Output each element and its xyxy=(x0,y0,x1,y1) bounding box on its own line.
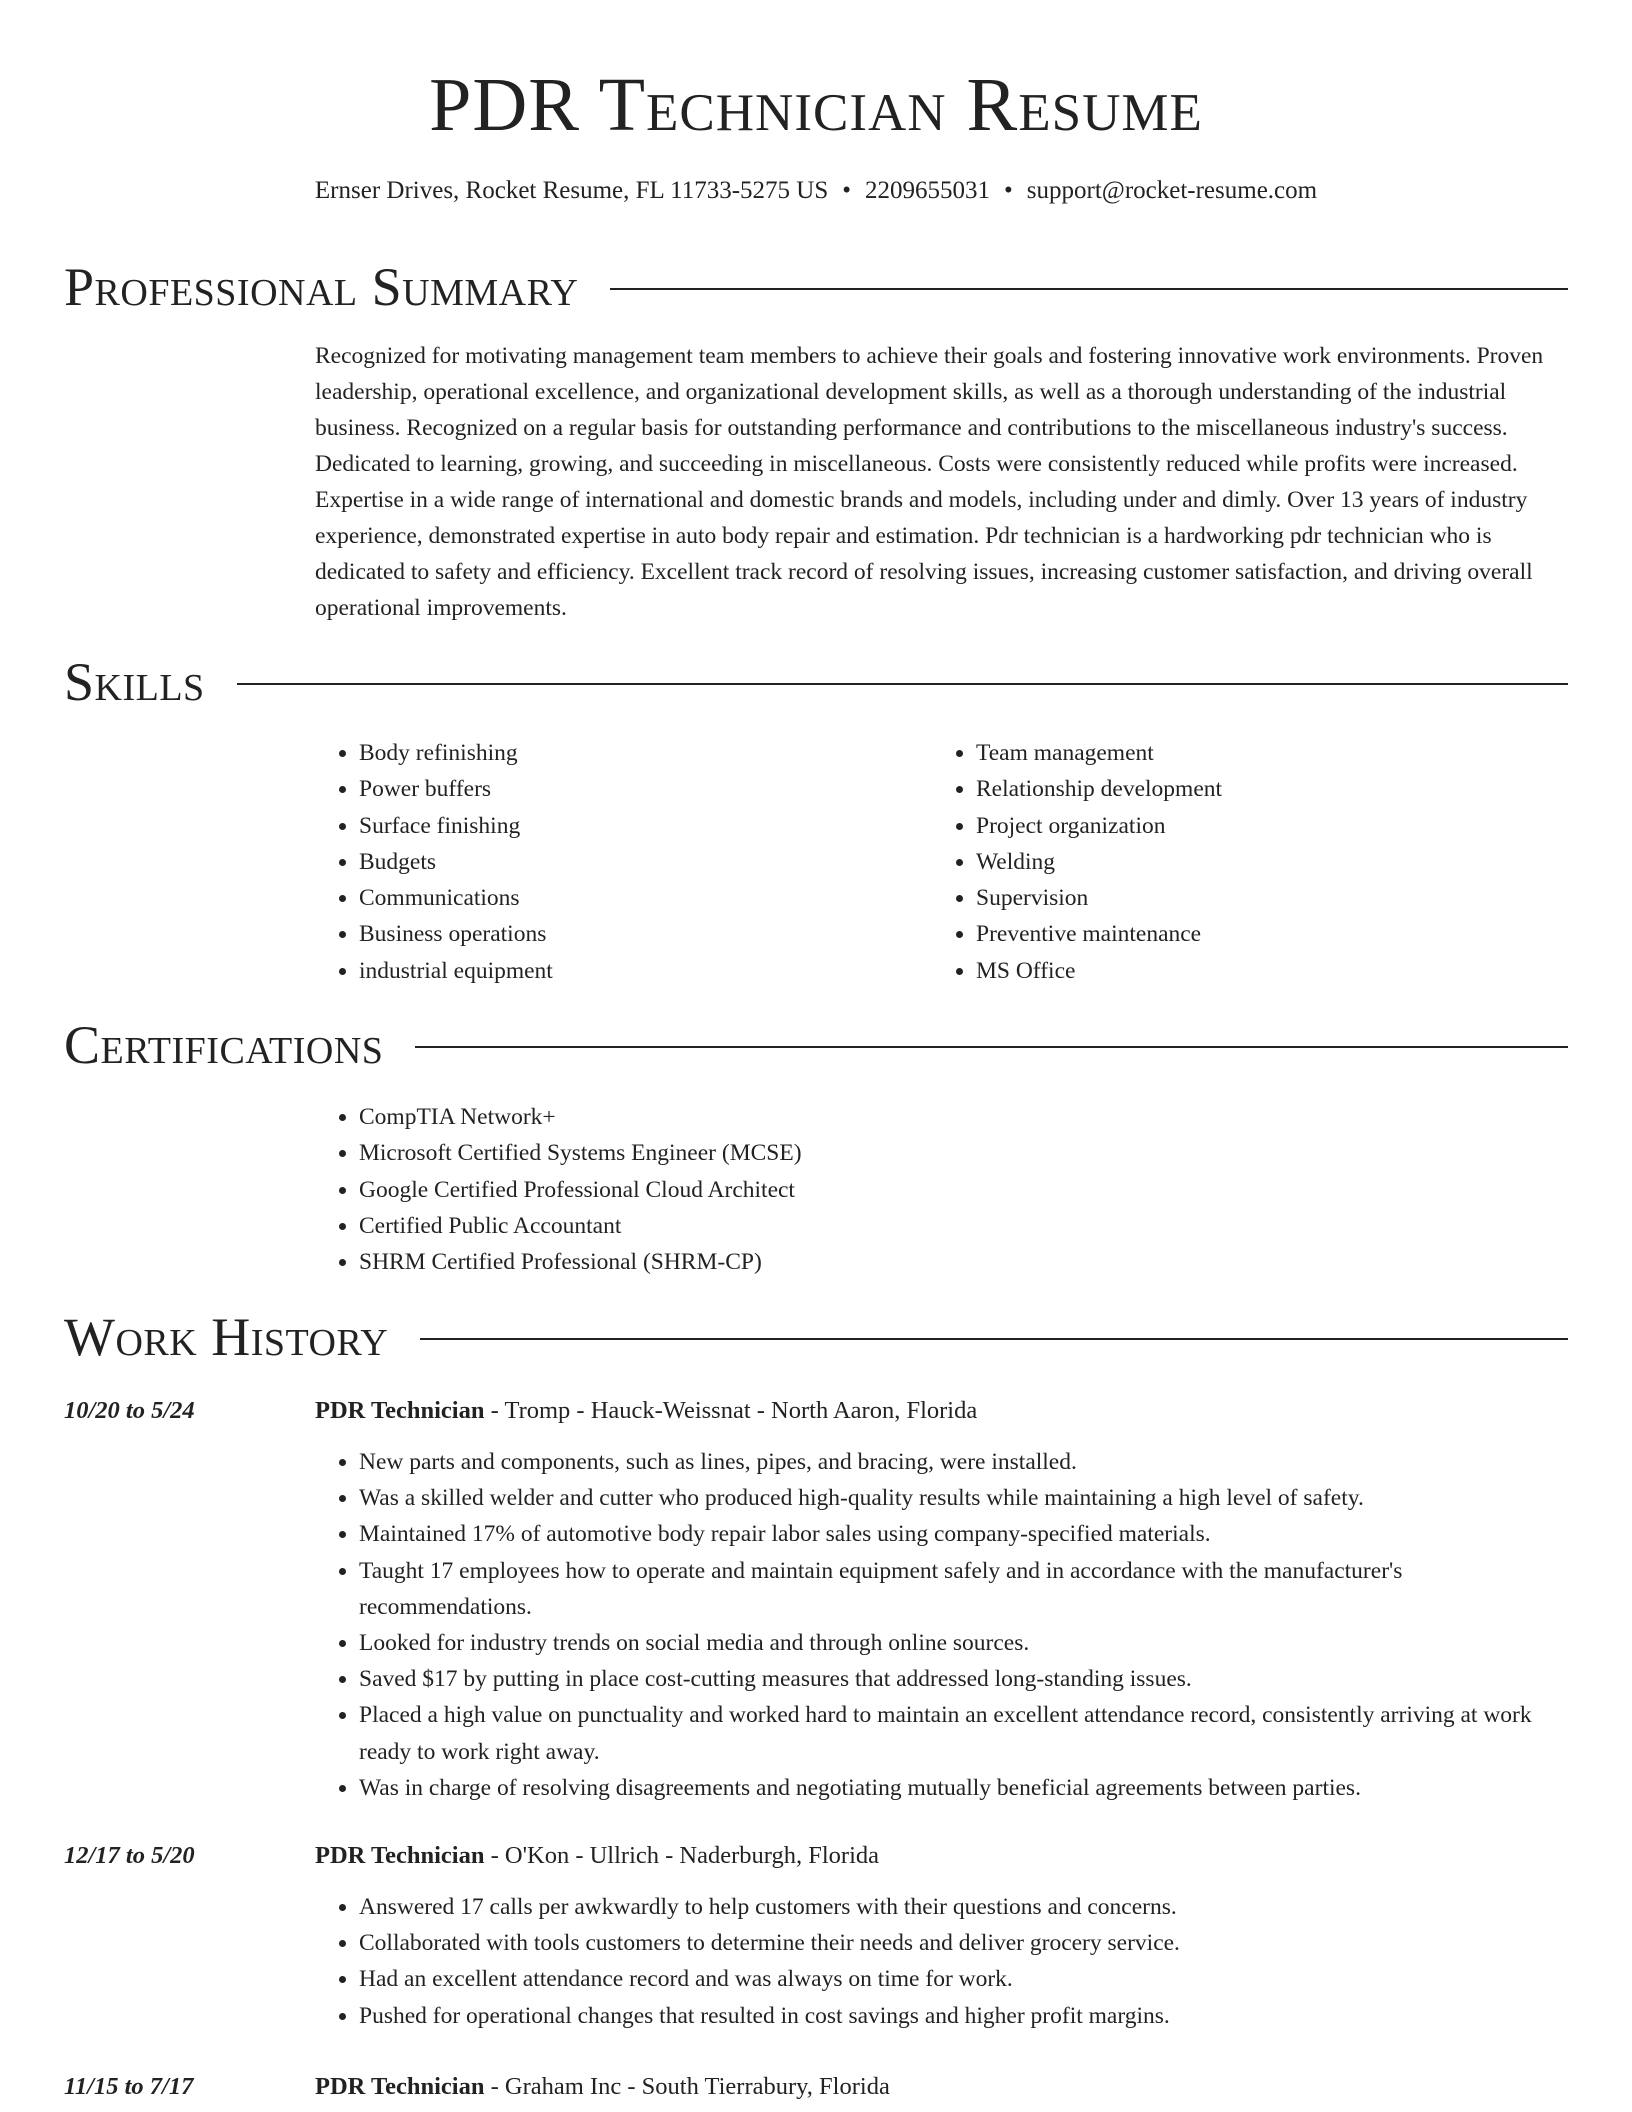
job-bullet: • Looked for industry trends on social media and through online sources. xyxy=(359,1625,1565,1661)
contact-phone: 2209655031 xyxy=(865,177,991,204)
job-company-location: - O'Kon - Ullrich - Naderburgh, Florida xyxy=(484,1842,880,1869)
job-company-location: - Tromp - Hauck-Weissnat - North Aaron, Florida xyxy=(484,1397,978,1424)
job-bullet: • Placed a high value on punctuality and worked hard to maintain an excellent attendance record, consistently arriving at work ready to work right away. xyxy=(359,1697,1565,1769)
section-work-history-header xyxy=(64,1307,1568,1367)
job-bullet: • Pushed for operational changes that resulted in cost savings and higher profit margins. xyxy=(359,1998,1565,2034)
section-title-summary: Professional Summary xyxy=(64,257,579,317)
skill-item: • Communications xyxy=(359,880,895,916)
section-divider xyxy=(610,288,1568,290)
certifications-list xyxy=(315,1099,1565,1280)
job-bullet: • Taught 17 employees how to operate and maintain equipment safely and in accordance with the manufacturer's recommendations. xyxy=(359,1553,1565,1625)
section-divider xyxy=(237,683,1568,685)
job-bullet: • Collaborated with tools customers to determine their needs and deliver grocery service. xyxy=(359,1925,1565,1961)
skill-item: • Preventive maintenance xyxy=(976,916,1532,952)
job-bullet: • New parts and components, such as lines, pipes, and bracing, were installed. xyxy=(359,1444,1565,1480)
contact-separator: • xyxy=(842,177,852,204)
job-title-line xyxy=(315,2069,890,2105)
job-bullet: • Was in charge of resolving disagreements and negotiating mutually beneficial agreements between parties. xyxy=(359,1770,1565,1806)
certification-item: • Microsoft Certified Systems Engineer (MCSE) xyxy=(359,1135,1565,1171)
job-header xyxy=(64,1393,1568,1429)
skill-item: • Team management xyxy=(976,735,1532,771)
skill-item: • Relationship development xyxy=(976,771,1532,807)
job-dates: 11/15 to 7/17 xyxy=(64,2073,194,2100)
job-title-line xyxy=(315,1393,977,1429)
contact-line xyxy=(0,174,1632,208)
certification-item: • SHRM Certified Professional (SHRM-CP) xyxy=(359,1244,1565,1280)
job-title: PDR Technician xyxy=(315,1397,485,1424)
section-title-certifications: Certifications xyxy=(64,1015,384,1075)
skill-item: • Business operations xyxy=(359,916,895,952)
skills-column-left xyxy=(315,735,895,989)
job-bullet: • Had an excellent attendance record and was always on time for work. xyxy=(359,1961,1565,1997)
job-bullets xyxy=(315,1889,1565,2034)
section-certifications-header xyxy=(64,1015,1568,1075)
job-bullet: • Answered 17 calls per awkwardly to help customers with their questions and concerns. xyxy=(359,1889,1565,1925)
job-dates: 10/20 to 5/24 xyxy=(64,1397,195,1424)
section-divider xyxy=(415,1046,1568,1048)
skill-item: • Surface finishing xyxy=(359,808,895,844)
section-divider xyxy=(420,1338,1568,1340)
job-bullet: • Saved $17 by putting in place cost-cutting measures that addressed long-standing issues. xyxy=(359,1661,1565,1697)
job-dates: 12/17 to 5/20 xyxy=(64,1842,195,1869)
certification-item: • Certified Public Accountant xyxy=(359,1208,1565,1244)
summary-text: Recognized for motivating management team members to achieve their goals and fostering innovative work environments. Proven leadership, operational excellence, and organizational development skills, as well as a thorough understanding of the industrial business. Recognized on a regular basis for outstanding performance and contributions to the miscellaneous industry's success. Dedicated to learning, growing, and succeeding in miscellaneous. Costs were consistently reduced while profits were increased. Expertise in a wide range of international and domestic brands and models, including under and dimly. Over 13 years of industry experience, demonstrated expertise in auto body repair and estimation. Pdr technician is a hardworking pdr technician who is dedicated to safety and efficiency. Excellent track record of resolving issues, increasing customer satisfaction, and driving overall operational improvements. xyxy=(315,343,1544,621)
resume-title: PDR Technician Resume xyxy=(429,63,1203,147)
skill-item: • MS Office xyxy=(976,953,1532,989)
skill-item: • Supervision xyxy=(976,880,1532,916)
skill-item: • Project organization xyxy=(976,808,1532,844)
certification-item: • CompTIA Network+ xyxy=(359,1099,1565,1135)
section-summary-header xyxy=(64,257,1568,317)
skill-item: • Welding xyxy=(976,844,1532,880)
job-bullets xyxy=(315,1444,1565,1806)
certification-item: • Google Certified Professional Cloud Architect xyxy=(359,1172,1565,1208)
job-bullet: • Maintained 17% of automotive body repair labor sales using company-specified materials. xyxy=(359,1516,1565,1552)
job-header xyxy=(64,2069,1568,2105)
section-title-skills: Skills xyxy=(64,652,205,712)
skill-item: • Budgets xyxy=(359,844,895,880)
contact-email[interactable]: support@rocket-resume.com xyxy=(1026,177,1318,204)
skill-item: • industrial equipment xyxy=(359,953,895,989)
skill-item: • Power buffers xyxy=(359,771,895,807)
section-skills-header xyxy=(64,652,1568,712)
contact-separator: • xyxy=(1004,177,1013,204)
contact-address: Ernser Drives, Rocket Resume, FL 11733-5275 US xyxy=(314,177,829,204)
skill-item: • Body refinishing xyxy=(359,735,895,771)
skills-column-right xyxy=(932,735,1532,989)
job-bullet: • Was a skilled welder and cutter who produced high-quality results while maintaining a high level of safety. xyxy=(359,1480,1565,1516)
job-header xyxy=(64,1838,1568,1874)
section-title-work-history: Work History xyxy=(64,1307,389,1367)
job-company-location: - Graham Inc - South Tierrabury, Florida xyxy=(484,2073,890,2100)
job-title: PDR Technician xyxy=(315,2073,485,2100)
job-title: PDR Technician xyxy=(315,1842,485,1869)
job-title-line xyxy=(315,1838,879,1874)
